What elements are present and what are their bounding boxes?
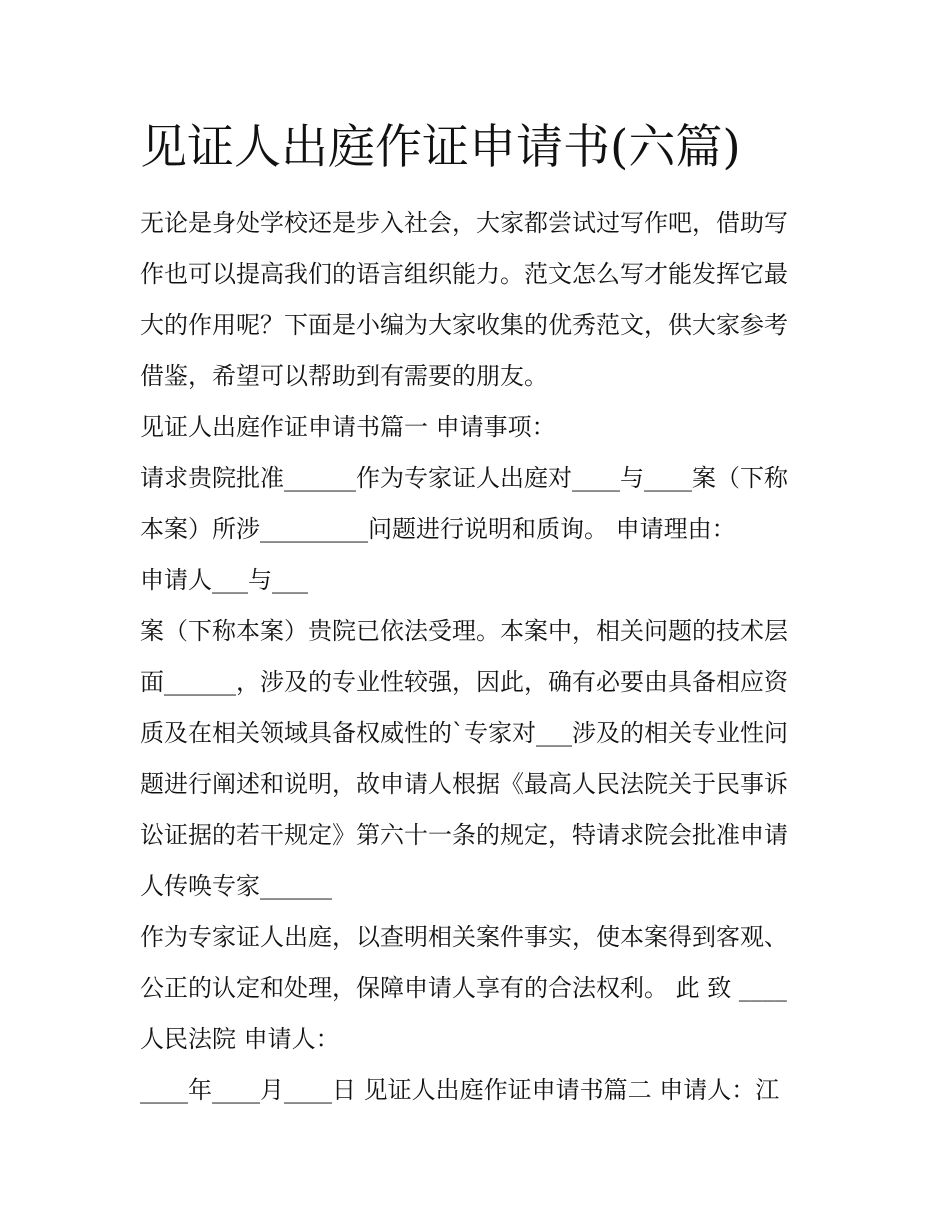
text-line: 人传唤专家______ (140, 872, 332, 900)
text-line: 案（下称本案）贵院已依法受理。本案中，相关问题的技术层 (140, 617, 788, 645)
text-line: 质及在相关领域具备权威性的`专家对___涉及的相关专业性问 (140, 719, 788, 747)
text-line: 本案）所涉_________问题进行说明和质询。 申请理由： (140, 515, 736, 543)
text-line: 公正的认定和处理，保障申请人享有的合法权利。 此 致 ____ (140, 974, 787, 1002)
text-line: ____年____月____日 见证人出庭作证申请书篇二 申请人：江 (140, 1076, 780, 1104)
text-line: 讼证据的若干规定》第六十一条的规定，特请求院会批准申请 (140, 821, 788, 849)
text-line: 面______，涉及的专业性较强，因此，确有必要由具备相应资 (140, 668, 788, 696)
text-line: 人民法院 申请人： (140, 1025, 340, 1053)
document-body (140, 198, 820, 1116)
text-line: 作为专家证人出庭，以查明相关案件事实，使本案得到客观、 (140, 923, 788, 951)
text-line: 借鉴，希望可以帮助到有需要的朋友。 (140, 362, 548, 390)
section-heading-line: 见证人出庭作证申请书篇一 申请事项： (140, 413, 556, 441)
text-line: 大的作用呢？下面是小编为大家收集的优秀范文，供大家参考 (140, 311, 788, 339)
text-line: 作也可以提高我们的语言组织能力。范文怎么写才能发挥它最 (140, 260, 788, 288)
text-line: 无论是身处学校还是步入社会，大家都尝试过写作吧，借助写 (140, 209, 788, 237)
text-line: 题进行阐述和说明，故申请人根据《最高人民法院关于民事诉 (140, 770, 788, 798)
text-line: 申请人___与___ (140, 566, 308, 594)
text-line: 请求贵院批准______作为专家证人出庭对____与____案（下称 (140, 464, 788, 492)
document-title: 见证人出庭作证申请书(六篇) (140, 120, 741, 175)
